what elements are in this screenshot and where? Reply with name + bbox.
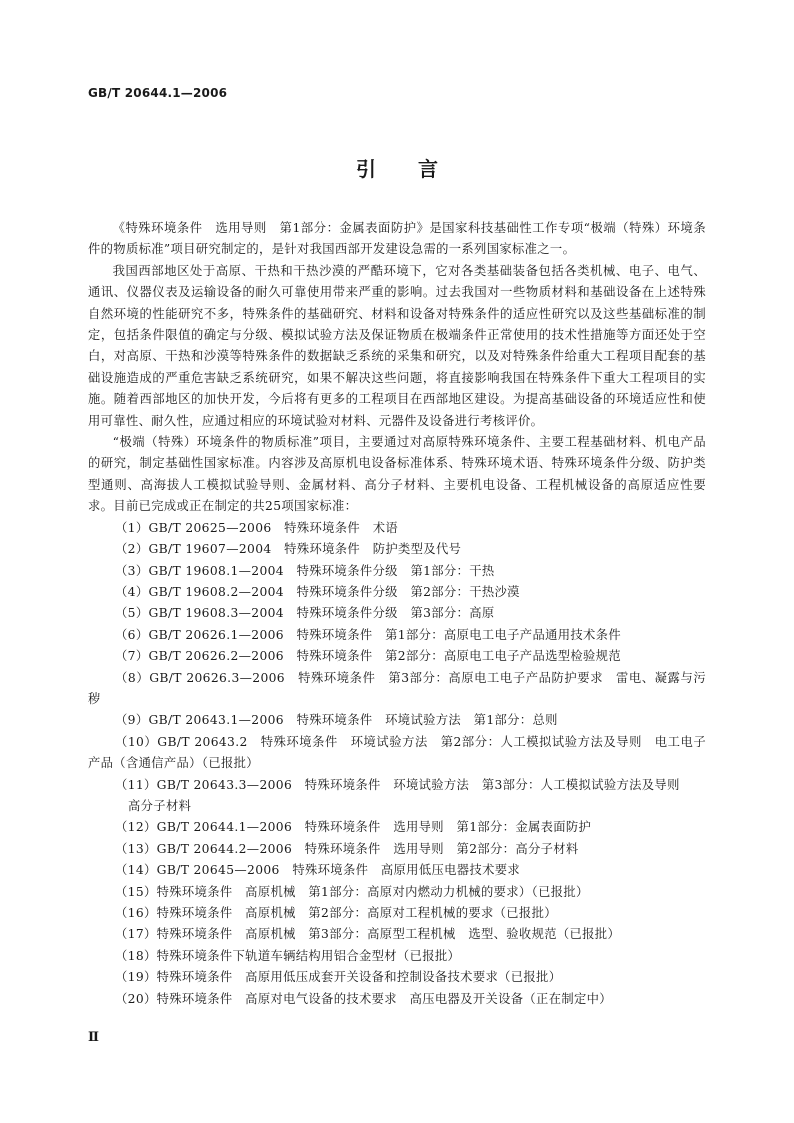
list-item: （17）特殊环境条件 高原机械 第3部分：高原型工程机械 选型、验收规范（已报批） — [115, 927, 621, 942]
standard-number-header: GB/T 20644.1—2006 — [88, 86, 228, 100]
list-item: （10）GB/T 20643.2 特殊环境条件 环境试验方法 第2部分：人工模拟试验方法及导则 电工电子产品（含通信产品）（已报批） — [88, 734, 706, 771]
body-content — [88, 218, 706, 1010]
list-item: （2）GB/T 19607—2004 特殊环境条件 防护类型及代号 — [115, 542, 462, 557]
list-item: （15）特殊环境条件 高原机械 第1部分：高原对内燃动力机械的要求）（已报批） — [115, 884, 589, 899]
list-item: （4）GB/T 19608.2—2004 特殊环境条件分级 第2部分：干热沙漠 — [115, 584, 520, 599]
intro-paragraph-2: 我国西部地区处于高原、干热和干热沙漠的严酷环境下，它对各类基础装备包括各类机械、电子、电气、通讯、仪器仪表及运输设备的耐久可靠使用带来严重的影响。过去我国对一些物质材料和基础设备在上述特殊自然环境的性能研究不多，特殊条件的基础研究、材料和设备对特殊条件的适应性研究以及这些基础标准的制定，包括条件限值的确定与分级、模拟试验方法及保证物质在极端条件正常使用的技术性措施等方面还处于空白，对高原、干热和沙漠等特殊条件的数据缺乏系统的采集和研究，以及对特殊条件给重大工程项目配套的基础设施造成的严重危害缺乏系统研究，如果不解决这些问题，将直接影响我国在特殊条件下重大工程项目的实施。随着西部地区的加快开发，今后将有更多的工程项目在西部地区建设。为提高基础设备的环境适应性和使用可靠性、耐久性，应通过相应的环境试验对材料、元器件及设备进行考核评价。 — [88, 263, 706, 428]
list-item: （1）GB/T 20625—2006 特殊环境条件 术语 — [115, 520, 399, 535]
list-item: （19）特殊环境条件 高原用低压成套开关设备和控制设备技术要求（已报批） — [115, 970, 562, 985]
list-item: （13）GB/T 20644.2—2006 特殊环境条件 选用导则 第2部分：高分子材料 — [115, 841, 579, 856]
title-char-1: 引 — [356, 157, 376, 181]
list-item-continuation: 高分子材料 — [128, 798, 192, 813]
list-item: （12）GB/T 20644.1—2006 特殊环境条件 选用导则 第1部分：金属表面防护 — [115, 820, 592, 835]
title-char-2: 言 — [418, 157, 438, 181]
intro-paragraph-1: 《特殊环境条件 选用导则 第1部分：金属表面防护》是国家科技基础性工作专项“极端（特殊）环境条件的物质标准”项目研究制定的，是针对我国西部开发建设急需的一系列国家标准之一。 — [88, 221, 706, 257]
list-item: （9）GB/T 20643.1—2006 特殊环境条件 环境试验方法 第1部分：总则 — [115, 713, 558, 728]
list-item: （8）GB/T 20626.3—2006 特殊环境条件 第3部分：高原电工电子产品防护要求 雷电、凝露与污秽 — [88, 670, 706, 706]
list-item: （6）GB/T 20626.1—2006 特殊环境条件 第1部分：高原电工电子产品通用技术条件 — [115, 627, 621, 642]
standards-list — [88, 518, 706, 1010]
list-item: （14）GB/T 20645—2006 特殊环境条件 高原用低压电器技术要求 — [115, 863, 521, 878]
list-item: （16）特殊环境条件 高原机械 第2部分：高原对工程机械的要求（已报批） — [115, 906, 557, 920]
list-item — [88, 775, 706, 818]
list-item: （18）特殊环境条件下轨道车辆结构用铝合金型材（已报批） — [115, 948, 461, 963]
list-item-text: （11）GB/T 20643.3—2006 特殊环境条件 环境试验方法 第3部分：人工模拟试验方法及导则 — [115, 777, 680, 792]
page-number: Ⅱ — [88, 1030, 99, 1045]
list-item: （7）GB/T 20626.2—2006 特殊环境条件 第2部分：高原电工电子产品选型检验规范 — [115, 649, 621, 664]
page-title — [0, 153, 794, 182]
list-item: （20）特殊环境条件 高原对电气设备的技术要求 高压电器及开关设备（正在制定中） — [115, 991, 612, 1006]
list-item: （5）GB/T 19608.3—2004 特殊环境条件分级 第3部分：高原 — [115, 606, 495, 621]
list-item: （3）GB/T 19608.1—2004 特殊环境条件分级 第1部分：干热 — [115, 563, 495, 578]
intro-paragraph-3: “极端（特殊）环境条件的物质标准”项目，主要通过对高原特殊环境条件、主要工程基础材料、机电产品的研究，制定基础性国家标准。内容涉及高原机电设备标准体系、特殊环境术语、特殊环境条件分级、防护类型通则、高海拔人工模拟试验导则、金属材料、高分子材料、主要机电设备、工程机械设备的高原适应性要求。目前已完成或正在制定的共25项国家标准： — [88, 435, 706, 514]
